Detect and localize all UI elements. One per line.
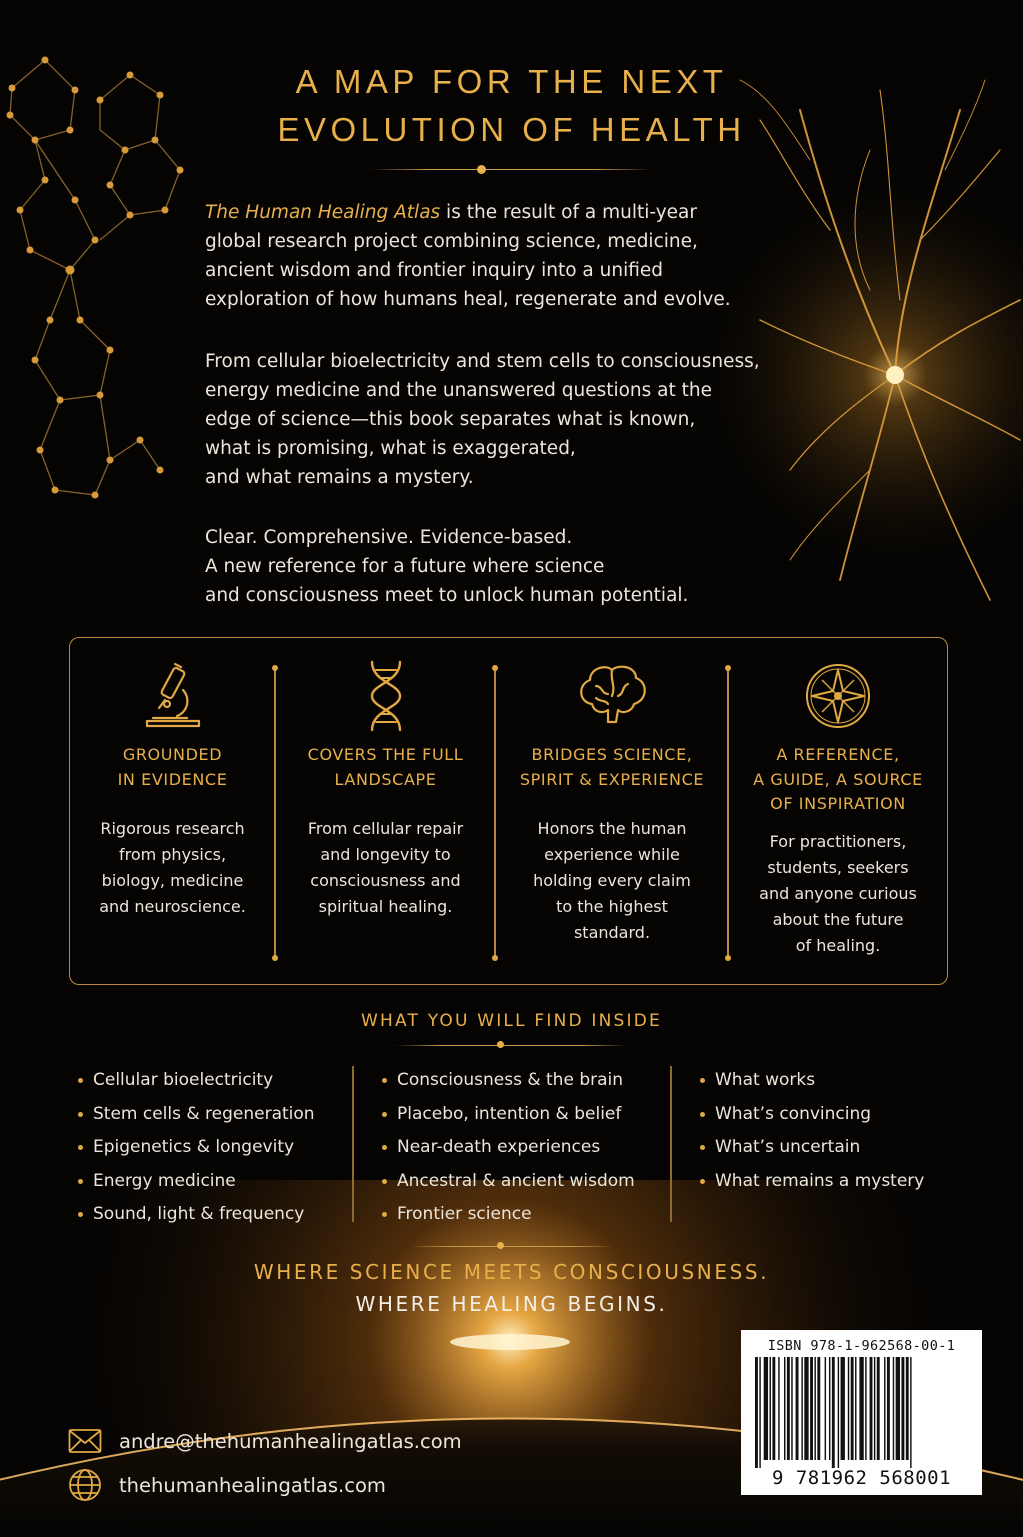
intro-p1-line-1: The Human Healing Atlas is the result of a multi-year <box>205 202 698 223</box>
barcode-bar <box>870 1357 873 1460</box>
intro-p1-line-2: global research project combining science, medicine, <box>205 231 698 252</box>
barcode-bar <box>855 1357 856 1460</box>
dna-icon <box>346 656 426 736</box>
barcode-bar <box>796 1357 799 1460</box>
inside-list-col-2 <box>379 1064 635 1232</box>
feature-separator-2 <box>494 668 496 958</box>
page-title <box>0 58 1023 154</box>
intro-p3-line-2: A new reference for a future where science <box>205 556 605 577</box>
isbn-digits: 9 781962 568001 <box>771 1467 952 1489</box>
list-item: Ancestral & ancient wisdom <box>379 1165 635 1199</box>
contact-email[interactable] <box>68 1428 462 1454</box>
inside-list-col-3 <box>697 1064 924 1198</box>
feature-4-description: For practitioners, students, seekers and anyone curious about the future of healing. <box>759 832 917 955</box>
barcode-bar <box>801 1357 802 1460</box>
barcode-bar <box>787 1357 790 1460</box>
list-item: Sound, light & frequency <box>75 1198 315 1232</box>
barcode-bar <box>865 1357 866 1460</box>
barcode-bar <box>841 1357 845 1460</box>
features-box <box>69 637 948 985</box>
barcode-bar <box>784 1357 785 1460</box>
barcode-bar <box>884 1357 885 1460</box>
barcode-bar <box>896 1357 900 1460</box>
intro-p2-line-2: energy medicine and the unanswered questions at the <box>205 380 712 401</box>
barcode-bar <box>791 1357 792 1460</box>
barcode-bar <box>764 1357 768 1460</box>
compass-icon <box>798 656 878 736</box>
feature-full-landscape <box>277 638 494 984</box>
title-line-2: EVOLUTION OF HEALTH <box>277 111 746 148</box>
contact-website[interactable] <box>68 1468 386 1502</box>
barcode-bar <box>778 1357 779 1460</box>
list-item: Cellular bioelectricity <box>75 1064 315 1098</box>
inside-list-col-1 <box>75 1064 315 1232</box>
tagline-divider <box>410 1246 613 1247</box>
intro-p2-line-4: what is promising, what is exaggerated, <box>205 438 576 459</box>
intro-p2-line-3: edge of science—this book separates what is known, <box>205 409 696 430</box>
barcode-bar <box>838 1357 839 1468</box>
list-item: Epigenetics & longevity <box>75 1131 315 1165</box>
barcode-bar <box>810 1357 813 1460</box>
feature-4-title: A REFERENCE, A GUIDE, A SOURCE OF INSPIRATION <box>753 745 923 813</box>
intro-p2-line-1: From cellular bioelectricity and stem cells to consciousness, <box>205 351 760 372</box>
email-text[interactable]: andre@thehumanhealingatlas.com <box>119 1429 462 1453</box>
intro-p3-line-3: and consciousness meet to unlock human potential. <box>205 585 689 606</box>
feature-1-description: Rigorous research from physics, biology, medicine and neuroscience. <box>99 819 246 916</box>
list-item: Stem cells & regeneration <box>75 1098 315 1132</box>
list-item: What’s uncertain <box>697 1131 924 1165</box>
isbn-barcode <box>741 1330 982 1495</box>
list-item: Frontier science <box>379 1198 635 1232</box>
list-item: What’s convincing <box>697 1098 924 1132</box>
website-text[interactable]: thehumanhealingatlas.com <box>119 1473 386 1497</box>
barcode-bar <box>804 1357 808 1460</box>
microscope-icon <box>133 656 213 736</box>
title-divider-dot <box>477 165 486 174</box>
inside-section-title: WHAT YOU WILL FIND INSIDE <box>361 1011 662 1031</box>
barcode-bar <box>814 1357 815 1460</box>
feature-separator-3 <box>727 668 729 958</box>
inside-divider <box>395 1045 628 1046</box>
feature-1-title: GROUNDED IN EVIDENCE <box>117 745 228 789</box>
barcode-bar <box>910 1357 911 1468</box>
barcode-bar <box>759 1357 760 1468</box>
barcode-bar <box>772 1357 775 1460</box>
list-item: What remains a mystery <box>697 1165 924 1199</box>
intro-paragraph-2 <box>205 347 760 492</box>
list-separator-1 <box>352 1066 354 1222</box>
barcode-bar <box>848 1357 849 1460</box>
tagline-line-1: WHERE SCIENCE MEETS CONSCIOUSNESS. <box>253 1260 770 1284</box>
feature-separator-1 <box>274 668 276 958</box>
feature-bridges-science <box>497 638 727 984</box>
feature-2-description: From cellular repair and longevity to consciousness and spiritual healing. <box>307 819 464 916</box>
isbn-label: ISBN 978-1-962568-00-1 <box>767 1338 956 1354</box>
barcode-bar <box>877 1357 880 1460</box>
list-item: Consciousness & the brain <box>379 1064 635 1098</box>
feature-3-title: BRIDGES SCIENCE, SPIRIT & EXPERIENCE <box>519 745 705 789</box>
book-title: The Human Healing Atlas <box>205 202 441 223</box>
barcode-bar <box>770 1357 771 1460</box>
list-separator-2 <box>670 1066 672 1222</box>
title-line-1: A MAP FOR THE NEXT <box>295 63 728 100</box>
feature-2-title: COVERS THE FULL LANDSCAPE <box>307 745 464 789</box>
barcode-bar <box>859 1357 863 1460</box>
feature-3-description: Honors the human experience while holding every claim to the highest standard. <box>533 819 691 942</box>
tagline-divider-dot <box>497 1242 504 1249</box>
title-divider <box>370 169 653 170</box>
intro-p2-line-5: and what remains a mystery. <box>205 467 474 488</box>
intro-paragraph-3 <box>205 523 688 610</box>
list-item: Energy medicine <box>75 1165 315 1199</box>
brain-icon <box>572 656 652 736</box>
feature-grounded-in-evidence <box>70 638 275 984</box>
list-item: Near-death experiences <box>379 1131 635 1165</box>
barcode-bar <box>851 1357 854 1460</box>
tagline-line-2: WHERE HEALING BEGINS. <box>355 1292 668 1316</box>
intro-p1-line-4: exploration of how humans heal, regenerate and evolve. <box>205 289 731 310</box>
intro-p3-line-1: Clear. Comprehensive. Evidence-based. <box>205 527 573 548</box>
feature-reference-guide <box>730 638 946 984</box>
barcode-bar <box>874 1357 875 1460</box>
intro-p1-line-3: ancient wisdom and frontier inquiry into a unified <box>205 260 664 281</box>
barcode-bar <box>906 1357 909 1460</box>
barcode-bar <box>893 1357 894 1460</box>
barcode-bar <box>817 1357 820 1460</box>
inside-divider-dot <box>497 1041 504 1048</box>
barcode-bar <box>825 1357 826 1460</box>
barcode-bar <box>887 1357 890 1460</box>
intro-paragraph-1 <box>205 198 731 314</box>
barcode-bar <box>901 1357 904 1460</box>
barcode-bar <box>829 1357 830 1460</box>
barcode-bar <box>755 1357 758 1468</box>
barcode-bar <box>832 1357 835 1468</box>
list-item: What works <box>697 1064 924 1098</box>
globe-icon <box>68 1468 102 1502</box>
envelope-icon <box>68 1428 102 1454</box>
list-item: Placebo, intention & belief <box>379 1098 635 1132</box>
